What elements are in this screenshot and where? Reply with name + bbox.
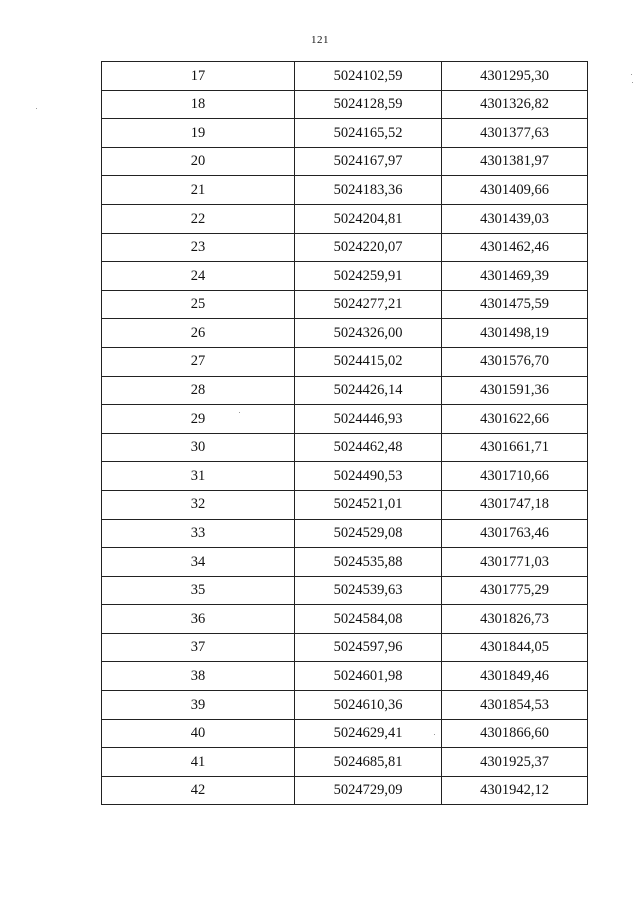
table-row xyxy=(102,633,588,662)
point-number-cell: 33 xyxy=(102,519,295,548)
x-coordinate-cell: 5024597,96 xyxy=(295,633,442,662)
table-row xyxy=(102,605,588,634)
x-coordinate-cell: 5024102,59 xyxy=(295,62,442,91)
x-coordinate-cell: 5024128,59 xyxy=(295,90,442,119)
y-coordinate-cell: 4301661,71 xyxy=(442,433,588,462)
point-number-cell: 21 xyxy=(102,176,295,205)
y-coordinate-cell: 4301377,63 xyxy=(442,119,588,148)
x-coordinate-cell: 5024529,08 xyxy=(295,519,442,548)
y-coordinate-cell: 4301854,53 xyxy=(442,691,588,720)
x-coordinate-cell: 5024326,00 xyxy=(295,319,442,348)
y-coordinate-cell: 4301409,66 xyxy=(442,176,588,205)
x-coordinate-cell: 5024521,01 xyxy=(295,490,442,519)
y-coordinate-cell: 4301381,97 xyxy=(442,147,588,176)
scan-speck xyxy=(239,412,240,413)
point-number-cell: 35 xyxy=(102,576,295,605)
x-coordinate-cell: 5024165,52 xyxy=(295,119,442,148)
y-coordinate-cell: 4301866,60 xyxy=(442,719,588,748)
point-number-cell: 39 xyxy=(102,691,295,720)
x-coordinate-cell: 5024426,14 xyxy=(295,376,442,405)
x-coordinate-cell: 5024539,63 xyxy=(295,576,442,605)
point-number-cell: 38 xyxy=(102,662,295,691)
x-coordinate-cell: 5024259,91 xyxy=(295,262,442,291)
y-coordinate-cell: 4301826,73 xyxy=(442,605,588,634)
table-row xyxy=(102,62,588,91)
point-number-cell: 29 xyxy=(102,405,295,434)
y-coordinate-cell: 4301747,18 xyxy=(442,490,588,519)
y-coordinate-cell: 4301295,30 xyxy=(442,62,588,91)
point-number-cell: 26 xyxy=(102,319,295,348)
point-number-cell: 41 xyxy=(102,748,295,777)
point-number-cell: 36 xyxy=(102,605,295,634)
table-row xyxy=(102,691,588,720)
point-number-cell: 31 xyxy=(102,462,295,491)
y-coordinate-cell: 4301326,82 xyxy=(442,90,588,119)
x-coordinate-cell: 5024629,41 xyxy=(295,719,442,748)
x-coordinate-cell: 5024183,36 xyxy=(295,176,442,205)
table-row xyxy=(102,147,588,176)
y-coordinate-cell: 4301498,19 xyxy=(442,319,588,348)
y-coordinate-cell: 4301475,59 xyxy=(442,290,588,319)
point-number-cell: 20 xyxy=(102,147,295,176)
point-number-cell: 23 xyxy=(102,233,295,262)
table-row xyxy=(102,376,588,405)
y-coordinate-cell: 4301925,37 xyxy=(442,748,588,777)
table-row xyxy=(102,662,588,691)
x-coordinate-cell: 5024446,93 xyxy=(295,405,442,434)
x-coordinate-cell: 5024729,09 xyxy=(295,776,442,805)
table-row xyxy=(102,433,588,462)
x-coordinate-cell: 5024601,98 xyxy=(295,662,442,691)
point-number-cell: 28 xyxy=(102,376,295,405)
y-coordinate-cell: 4301710,66 xyxy=(442,462,588,491)
table-row xyxy=(102,90,588,119)
table-row xyxy=(102,576,588,605)
table-row xyxy=(102,776,588,805)
table-row xyxy=(102,290,588,319)
y-coordinate-cell: 4301591,36 xyxy=(442,376,588,405)
point-number-cell: 25 xyxy=(102,290,295,319)
x-coordinate-cell: 5024204,81 xyxy=(295,204,442,233)
point-number-cell: 22 xyxy=(102,204,295,233)
y-coordinate-cell: 4301775,29 xyxy=(442,576,588,605)
table-row xyxy=(102,347,588,376)
x-coordinate-cell: 5024415,02 xyxy=(295,347,442,376)
point-number-cell: 32 xyxy=(102,490,295,519)
x-coordinate-cell: 5024220,07 xyxy=(295,233,442,262)
y-coordinate-cell: 4301942,12 xyxy=(442,776,588,805)
table-row xyxy=(102,204,588,233)
table-row xyxy=(102,519,588,548)
table-row xyxy=(102,119,588,148)
point-number-cell: 42 xyxy=(102,776,295,805)
table-row xyxy=(102,262,588,291)
y-coordinate-cell: 4301844,05 xyxy=(442,633,588,662)
y-coordinate-cell: 4301469,39 xyxy=(442,262,588,291)
point-number-cell: 19 xyxy=(102,119,295,148)
table-row xyxy=(102,233,588,262)
table-row xyxy=(102,490,588,519)
page-number: 121 xyxy=(311,34,329,46)
scan-speck xyxy=(434,734,435,735)
coordinates-table-body xyxy=(102,62,588,805)
table-row xyxy=(102,176,588,205)
point-number-cell: 24 xyxy=(102,262,295,291)
y-coordinate-cell: 4301439,03 xyxy=(442,204,588,233)
coordinates-table xyxy=(101,61,588,805)
point-number-cell: 18 xyxy=(102,90,295,119)
x-coordinate-cell: 5024685,81 xyxy=(295,748,442,777)
x-coordinate-cell: 5024535,88 xyxy=(295,548,442,577)
table-row xyxy=(102,548,588,577)
y-coordinate-cell: 4301849,46 xyxy=(442,662,588,691)
x-coordinate-cell: 5024277,21 xyxy=(295,290,442,319)
y-coordinate-cell: 4301462,46 xyxy=(442,233,588,262)
scan-speck xyxy=(632,82,633,83)
point-number-cell: 17 xyxy=(102,62,295,91)
point-number-cell: 40 xyxy=(102,719,295,748)
point-number-cell: 34 xyxy=(102,548,295,577)
point-number-cell: 27 xyxy=(102,347,295,376)
table-row xyxy=(102,719,588,748)
scan-speck xyxy=(36,108,37,109)
x-coordinate-cell: 5024584,08 xyxy=(295,605,442,634)
y-coordinate-cell: 4301771,03 xyxy=(442,548,588,577)
x-coordinate-cell: 5024167,97 xyxy=(295,147,442,176)
x-coordinate-cell: 5024462,48 xyxy=(295,433,442,462)
y-coordinate-cell: 4301622,66 xyxy=(442,405,588,434)
y-coordinate-cell: 4301576,70 xyxy=(442,347,588,376)
table-row xyxy=(102,405,588,434)
scan-speck xyxy=(631,74,632,75)
point-number-cell: 30 xyxy=(102,433,295,462)
point-number-cell: 37 xyxy=(102,633,295,662)
table-row xyxy=(102,748,588,777)
table-row xyxy=(102,319,588,348)
y-coordinate-cell: 4301763,46 xyxy=(442,519,588,548)
x-coordinate-cell: 5024490,53 xyxy=(295,462,442,491)
x-coordinate-cell: 5024610,36 xyxy=(295,691,442,720)
table-row xyxy=(102,462,588,491)
